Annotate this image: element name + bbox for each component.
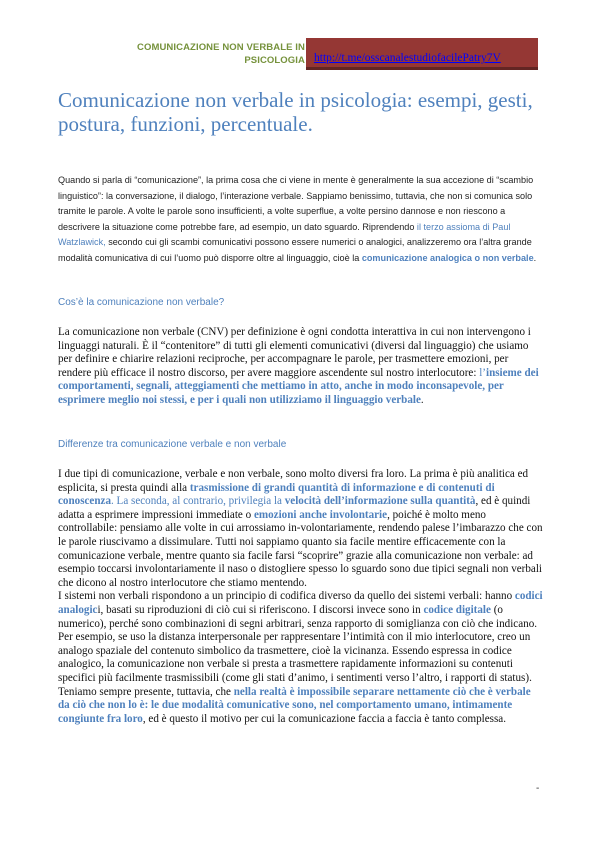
header-banner — [306, 38, 538, 70]
definition-paragraph — [58, 326, 544, 408]
intro-paragraph — [58, 173, 544, 267]
code-highlight-analog: codici analogic — [58, 590, 543, 616]
watzlawick-link[interactable]: il terzo assioma di Paul Watzlawick, — [58, 221, 511, 248]
diff-blue-text-1: . La seconda, al contrario, privilegia la — [111, 495, 285, 508]
page-mark: - — [536, 783, 540, 794]
code-text-3: (o numerico), perché sono combinazioni di segni arbitrari, senza rapporto di somiglianza con ciò che indicano. Per esempio, se uso la distanza interpersonale per rappresentare l’intimità con il mio interlocutore, creo un analogo spaziale del contenuto simbolico da trasmettere, cioè la vicinanza. Essendo espressa in codice analogico, la comunicazione non verbale si presta a trasmettere rapidamente informazioni su contenuti specifici più facilmente trasmissibili (come gli stati d’animo, i sentimenti verso l’altro, i rapporti di status). Teniamo sempre presente, tuttavia, che — [58, 603, 538, 698]
page-title: Comunicazione non verbale in psicologia: esempi, gesti, postura, funzioni, percentuale. — [58, 88, 533, 136]
code-text-2: , basati su riproduzioni di ciò cui si riferiscono. I discorsi invece sono in — [100, 603, 424, 616]
telegram-link[interactable]: http://t.me/osscanalestudiofacilePatry7V — [314, 52, 501, 64]
code-text-1: I sistemi non verbali rispondono a un principio di codifica diverso da quello dei sistemi verbali: hanno — [58, 590, 515, 603]
diff-highlight-1: trasmissione di grandi quantità di informazione e di contenuti di conoscenza — [58, 481, 495, 508]
definition-highlight: insieme dei comportamenti, segnali, atteggiamenti che mettiamo in atto, anche in modo inconsapevole, per esprimere meglio noi stessi, e per i quali non utilizziamo il linguaggio verbale — [58, 366, 539, 406]
diff-highlight-2: velocità dell’informazione sulla quantità — [284, 495, 476, 508]
diff-highlight-3: emozioni anche involontarie — [253, 508, 388, 521]
differences-paragraph-1 — [58, 468, 544, 590]
diff-text-1: I due tipi di comunicazione, verbale e non verbale, sono molto diversi fra loro. La prima è più analitica ed esplicita, si presta quindi alla — [58, 468, 529, 494]
code-highlight-conclusion: nella realtà è impossibile separare nettamente ciò che è verbale da ciò che non lo è: le due modalità comunicative sono, nel comportamento umano, intimamente congiunte fra loro — [58, 685, 531, 725]
intro-text-2: secondo cui gli scambi comunicativi possono essere numerici o analogici, analizzeremo ora l’altra grande modalità comunicativa di cui l’uomo può disporre oltre al linguaggio, cioè la — [58, 237, 532, 263]
code-text-4: , ed è questo il motivo per cui la comunicazione faccia a faccia è tanto complessa. — [142, 712, 507, 725]
code-text-1b: i — [97, 603, 101, 616]
code-highlight-digital: codice digitale — [423, 603, 491, 616]
definition-text-2: . — [420, 393, 424, 406]
analogic-communication-link[interactable]: comunicazione analogica o non verbale — [361, 252, 534, 263]
section-heading-differences: Differenze tra comunicazione verbale e non verbale — [58, 439, 287, 450]
section-heading-definition: Cos’è la comunicazione non verbale? — [58, 297, 225, 308]
differences-paragraph-2 — [58, 590, 544, 726]
header-title-line1: COMUNICAZIONE NON VERBALE IN — [137, 42, 305, 53]
intro-text-3: . — [533, 252, 537, 263]
definition-text-1: La comunicazione non verbale (CNV) per definizione è ogni condotta interattiva in cui non intervengono i linguaggi naturali. È il “contenitore” di tutti gli elementi comunicativi (diversi dal linguaggio) che usiamo per definire e chiarire relazioni reciproche, per accompagnare le parole, per trasmettere emozioni, per rendere più efficace il nostro discorso, per avere maggiore ascendente sul nostro interlocutore: — [58, 326, 531, 379]
differences-body — [58, 468, 544, 726]
intro-text-1: Quando si parla di “comunicazione”, la prima cosa che ci viene in mente è generalmente la sua accezione di “scambio linguistico”: la conversazione, il dialogo, l’interazione verbale. Sappiamo benissimo, tuttavia, che non si comunica solo tramite le parole. A volte le parole sono insufficienti, a volte superflue, a volte persino dannose e non riescono a descrivere la situazione come potrebbe fare, ad esempio, un dato sguardo. Riprendendo — [58, 175, 534, 232]
diff-text-2: , ed è quindi adatta a esprimere impressioni immediate o — [58, 495, 531, 521]
header-title-line2: PSICOLOGIA — [244, 55, 305, 66]
diff-text-3: , poiché è molto meno controllabile: pensiamo alle volte in cui arrossiamo in-volontariamente, rendendo palese l’imbarazzo che con le parole riuscivamo a dissimulare. Tutti noi sappiamo quanto sia facile mentire efficacemente con la comunicazione verbale, mentre quanto sia facile farsi “scoprire” grazie alla comunicazione non verbale: ad esempio toccarsi involontariamente il naso o distogliere spesso lo sguardo sono due tipici segnali non verbali che dicono al nostro interlocutore che stiamo mentendo. — [58, 508, 543, 589]
definition-article: l’ — [479, 366, 486, 379]
header-title — [112, 41, 305, 67]
